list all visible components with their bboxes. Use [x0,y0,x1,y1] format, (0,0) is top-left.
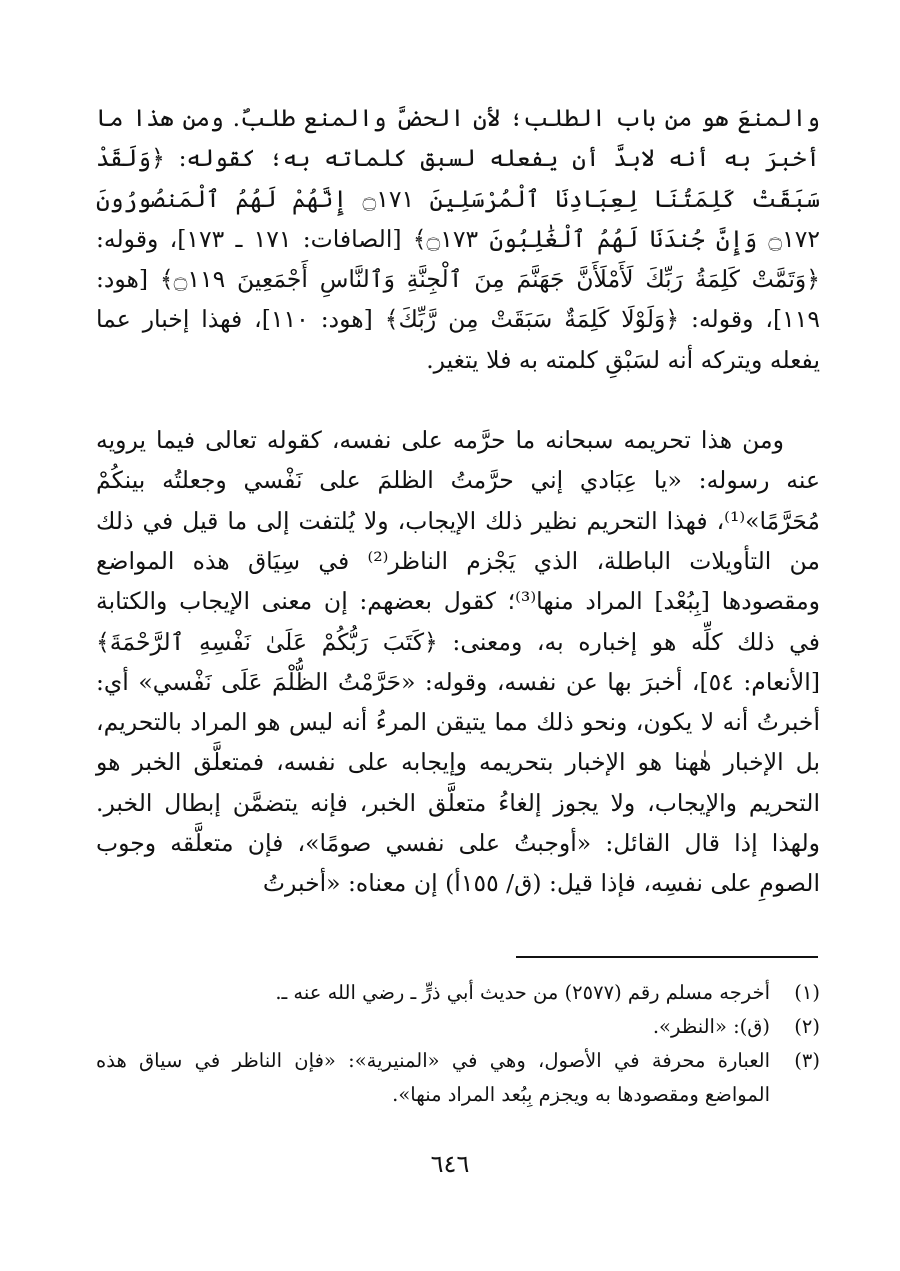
footnote-text: العبارة محرفة في الأصول، وهي في «المنيرية»: «فإن الناظر في سياق هذه المواضع ومقصودها به ويجزم بِبُعد المراد منها». [96,1049,770,1106]
footnotes [96,976,820,1112]
page-number: ٦٤٦ [430,1150,470,1178]
footnote-2 [96,1010,820,1044]
paragraph-2: ومن هذا تحريمه سبحانه ما حرَّمه على نفسه، كقوله تعالى فيما يرويه عنه رسوله: «يا عِبَادي إني حرَّمتُ الظلمَ على نَفْسي وجعلتُه بينكُمْ مُحَرَّمًا»⁽¹⁾، فهذا التحريم نظير ذلك الإيجاب، ولا يُلتفت إلى ما قيل في ذلك من التأويلات الباطلة، الذي يَجْزم الناظر⁽²⁾ في سِيَاق هذه المواضع ومقصودها [بِبُعْد] المراد منها⁽³⁾؛ كقول بعضهم: إن معنى الإيجاب والكتابة في ذلك كلِّه هو إخباره به، ومعنى: ﴿كَتَبَ رَبُّكُمْ عَلَىٰ نَفْسِهِ ٱلرَّحْمَةَ﴾ [الأنعام: ٥٤]، أخبرَ بها عن نفسه، وقوله: «حَرَّمْتُ الظُّلْمَ عَلَى نَفْسي» أي: أخبرتُ أنه لا يكون، ونحو ذلك مما يتيقن المرءُ أنه ليس هو المراد بالتحريم، بل الإخبار هٰهنا هو الإخبار بتحريمه وإيجابه على نفسه، فمتعلَّق الخبر هو التحريم والإيجاب، ولا يجوز إلغاءُ متعلَّق الخبر، فإنه يتضمَّن إبطال الخبر. ولهذا إذا قال القائل: «أوجبتُ على نفسي صومًا»، فإن متعلَّقه وجوب الصومِ على نفسِه، فإذا قيل: (ق/ ١٥٥أ) إن معناه: «أخبرتُ [96,426,821,898]
footnote-number: (١) [794,981,820,1004]
footnote-number: (٣) [794,1049,820,1072]
footnote-divider [516,956,818,958]
main-text-block [96,98,820,904]
paragraph-1: والمنعَ هو من باب الطلب؛ لأن الحضَّ والمنع طلبٌ. ومن هذا ما أخبرَ به أنه لابدَّ أن يفعله لسبق كلماته به؛ كقوله: ﴿وَلَقَدْ سَبَقَتْ كَلِمَتُنَا لِعِبَادِنَا ٱلْمُرْسَلِينَ ۝١٧١ إِنَّهُمْ لَهُمُ ٱلْمَنصُورُونَ ۝١٧٢ وَإِنَّ جُندَنَا لَهُمُ ٱلْغَٰلِبُونَ ۝١٧٣﴾ [الصافات: ١٧١ ـ ١٧٣]، وقوله: ﴿وَتَمَّتْ كَلِمَةُ رَبِّكَ لَأَمْلَأَنَّ جَهَنَّمَ مِنَ ٱلْجِنَّةِ وَٱلنَّاسِ أَجْمَعِينَ ۝١١٩﴾ [هود: ١١٩]، وقوله: ﴿وَلَوْلَا كَلِمَةٌ سَبَقَتْ مِن رَّبِّكَ﴾ [هود: ١١٠]، فهذا إخبار عما يفعله ويتركه أنه لسَبْقِ كلمته به فلا يتغير. [96,104,821,374]
footnote-text: أخرجه مسلم رقم (٢٥٧٧) من حديث أبي ذرٍّ ـ رضي الله عنه ـ. [275,981,770,1004]
footnote-number: (٢) [794,1015,820,1038]
footnote-text: (ق): «النظر». [652,1015,770,1038]
footnote-1 [96,976,820,1010]
footnote-3 [96,1044,820,1112]
